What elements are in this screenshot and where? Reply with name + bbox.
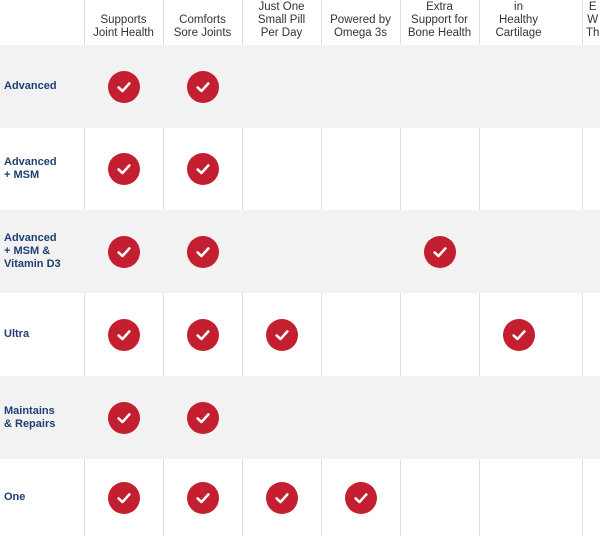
table-row	[0, 45, 600, 128]
check-circle-icon	[424, 236, 456, 268]
table-row	[0, 293, 600, 376]
check-circle-icon	[345, 482, 377, 514]
check-circle-icon	[108, 319, 140, 351]
column-header: Just One Small Pill Per Day	[257, 1, 306, 39]
check-circle-icon	[187, 153, 219, 185]
check-circle-icon	[266, 482, 298, 514]
table-row	[0, 376, 600, 459]
check-circle-icon	[187, 402, 219, 434]
check-circle-icon	[187, 319, 219, 351]
column-header: Supports Joint Health	[93, 14, 154, 39]
check-circle-icon	[108, 482, 140, 514]
check-circle-icon	[108, 236, 140, 268]
row-label: Advanced + MSM	[4, 156, 57, 181]
table-header	[0, 0, 600, 45]
column-header: in Healthy Cartilage	[495, 1, 542, 39]
row-label: Maintains & Repairs	[4, 404, 56, 430]
table-row	[0, 459, 600, 536]
column-header: Comforts Sore Joints	[173, 14, 232, 39]
row-label: Advanced + MSM & Vitamin D3	[4, 232, 61, 270]
check-circle-icon	[108, 71, 140, 103]
table-row	[0, 210, 600, 293]
check-circle-icon	[187, 71, 219, 103]
row-label: One	[4, 491, 26, 503]
check-circle-icon	[108, 402, 140, 434]
row-label: Ultra	[4, 328, 30, 340]
check-circle-icon	[187, 236, 219, 268]
column-header: Powered by Omega 3s	[330, 14, 391, 39]
column-header: Extra Support for Bone Health	[407, 1, 472, 39]
check-circle-icon	[503, 319, 535, 351]
check-circle-icon	[108, 153, 140, 185]
check-circle-icon	[187, 482, 219, 514]
table-row	[0, 128, 600, 210]
column-header: E W Th	[586, 1, 600, 39]
row-label: Advanced	[4, 80, 57, 92]
check-circle-icon	[266, 319, 298, 351]
